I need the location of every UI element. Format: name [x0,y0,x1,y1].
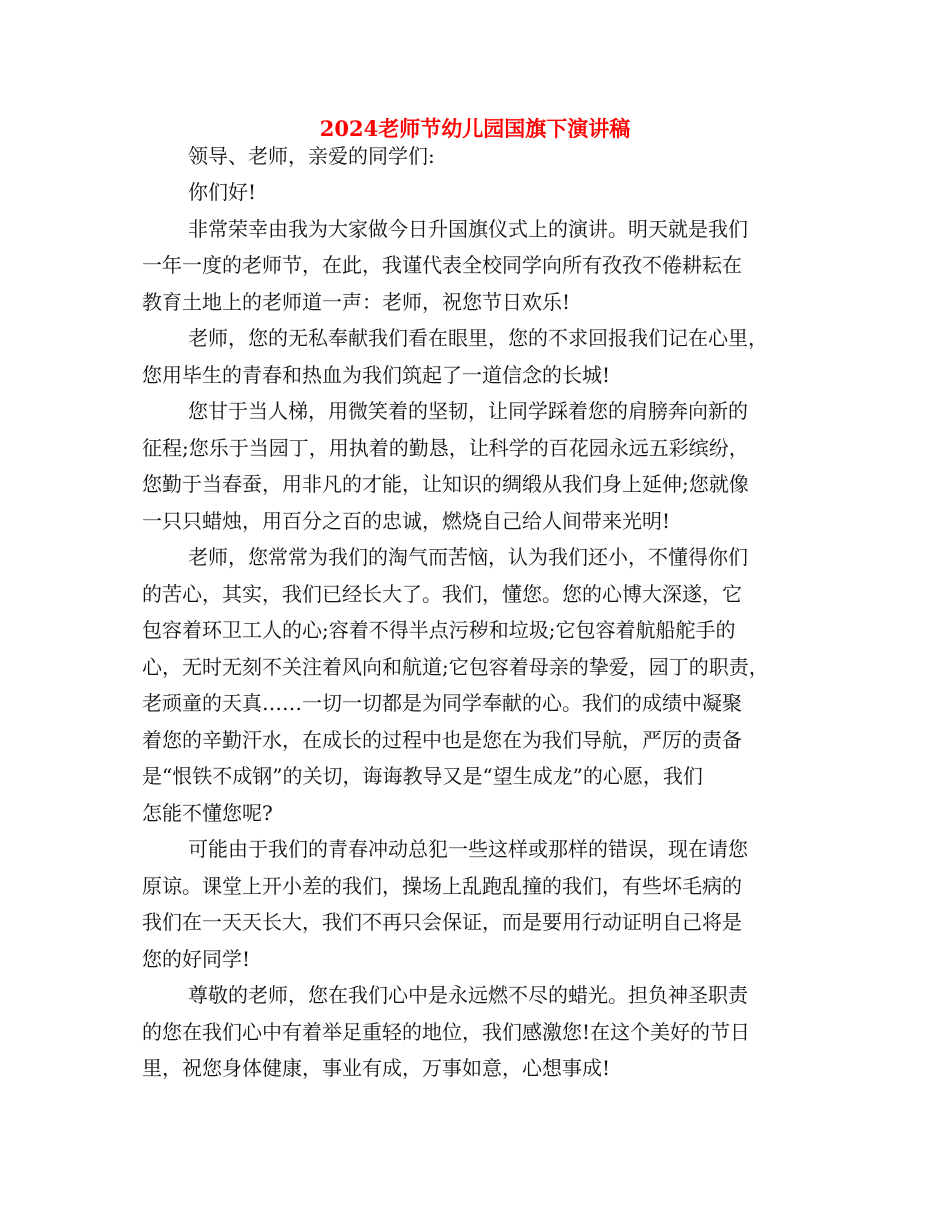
paragraph-1-line-1: 非常荣幸由我为大家做今日升国旗仪式上的演讲。明天就是我们 [188,217,748,241]
paragraph-5-line-4: 您的好同学! [142,947,251,971]
paragraph-2-line-2: 您用毕生的青春和热血为我们筑起了一道信念的长城! [142,363,611,387]
paragraph-4-line-4: 心，无时无刻不关注着风向和航道;它包容着母亲的挚爱，园丁的职责， [142,655,769,679]
paragraph-6-line-2: 的您在我们心中有着举足重轻的地位，我们感激您!在这个美好的节日 [142,1020,751,1044]
paragraph-6-line-1: 尊敬的老师，您在我们心中是永远燃不尽的蜡光。担负神圣职责 [188,983,748,1007]
paragraph-3-line-3: 您勤于当春蚕，用非凡的才能，让知识的绸缎从我们身上延伸;您就像 [142,472,749,496]
paragraph-4-line-1: 老师，您常常为我们的淘气而苦恼，认为我们还小，不懂得你们 [188,545,748,569]
paragraph-3-line-2: 征程;您乐于当园丁，用执着的勤恳，让科学的百花园永远五彩缤纷， [142,436,749,460]
paragraph-4-line-8: 怎能不懂您呢? [142,801,273,825]
paragraph-5-line-3: 我们在一天天长大，我们不再只会保证，而是要用行动证明自己将是 [142,910,742,934]
paragraph-6-line-3: 里，祝您身体健康，事业有成，万事如意，心想事成! [142,1056,611,1080]
paragraph-4-line-7: 是“恨铁不成钢”的关切，诲诲教导又是“望生成龙”的心愿，我们 [142,764,703,788]
paragraph-4-line-3: 包容着环卫工人的心;容着不得半点污秽和垃圾;它包容着航船舵手的 [142,618,736,642]
salutation-line: 领导、老师，亲爱的同学们: [188,144,435,168]
paragraph-4-line-2: 的苦心，其实，我们已经长大了。我们，懂您。您的心博大深遂，它 [142,582,742,606]
paragraph-5-line-1: 可能由于我们的青春冲动总犯一些这样或那样的错误，现在请您 [188,837,748,861]
paragraph-4-line-6: 着您的辛勤汗水，在成长的过程中也是您在为我们导航，严厉的责备 [142,728,742,752]
paragraph-4-line-5: 老顽童的天真……一切一切都是为同学奉献的心。我们的成绩中凝聚 [142,691,742,715]
paragraph-3-line-1: 您甘于当人梯，用微笑着的坚韧，让同学踩着您的肩膀奔向新的 [188,399,748,423]
paragraph-5-line-2: 原谅。课堂上开小差的我们，操场上乱跑乱撞的我们，有些坏毛病的 [142,874,742,898]
greeting-line: 你们好! [188,180,257,204]
paragraph-2-line-1: 老师，您的无私奉献我们看在眼里，您的不求回报我们记在心里， [188,326,768,350]
document-title: 2024老师节幼儿园国旗下演讲稿 [319,116,631,141]
paragraph-3-line-4: 一只只蜡烛，用百分之百的忠诚，燃烧自己给人间带来光明! [142,509,671,533]
paragraph-1-line-2: 一年一度的老师节，在此，我谨代表全校同学向所有孜孜不倦耕耘在 [142,253,742,277]
paragraph-1-line-3: 教育土地上的老师道一声：老师，祝您节日欢乐! [142,290,571,314]
